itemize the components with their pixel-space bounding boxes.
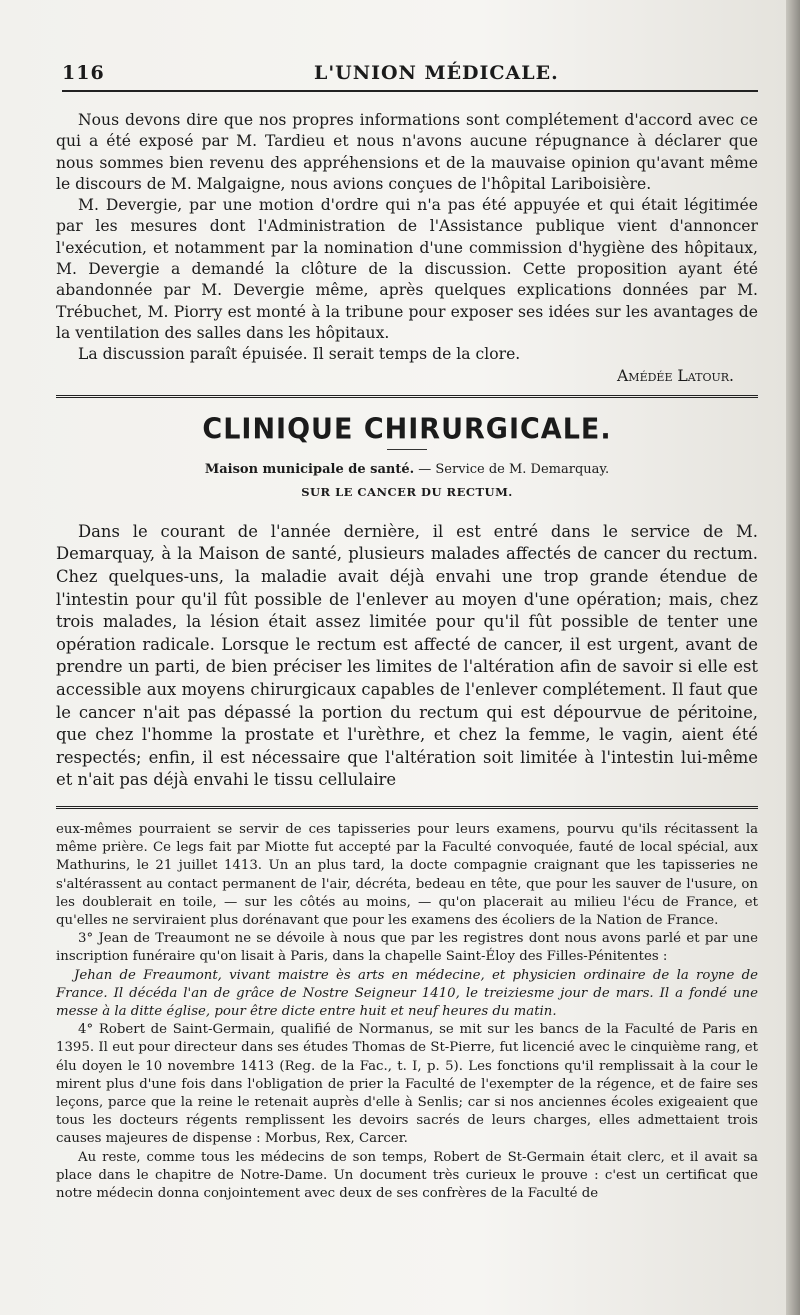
author-signature: Amédée Latour. — [617, 366, 734, 385]
intro-paragraph: Nous devons dire que nos propres informations sont complétement d'accord avec ce qui a été exposé par M. Tardieu et nous n'avons aucune répugnance à déclarer que nous sommes bien revenu des appréhensions et de la mauvaise opinion qu'avant même le discours de M. Malgaigne, nous avions conçues de l'hôpital Lariboisière. — [56, 111, 758, 193]
subtitle-service: — Service de M. Demarquay. — [414, 461, 610, 477]
subtitle-institution: Maison municipale de santé. — [204, 461, 415, 477]
article-subheading: SUR LE CANCER DU RECTUM. — [301, 484, 513, 499]
title-underline — [387, 449, 427, 450]
section-divider — [56, 395, 758, 400]
feuilleton-section — [56, 821, 758, 1203]
page-edge-shadow — [786, 0, 800, 1315]
article-body — [56, 521, 758, 792]
page-number: 116 — [62, 62, 105, 84]
feuilleton-paragraph: eux-mêmes pourraient se servir de ces tapisseries pour leurs examens, pourvu qu'ils récitassent la même prière. Ce legs fait par Miotte fut accepté par la Faculté convoquée, fauté de local spécial, aux Mathurins, le 21 juillet 1413. Un an plus tard, la docte compagnie craignant que les tapisseries ne s'altérassent au contact permanent de l'air, décréta, bedeau en tête, que pour les sauver de l'usure, on les doublerait en toile, — sur les côtés au moins, — qu'on placerait au milieu l'écu de France, et qu'elles ne serviraient plus dorénavant que pour les examens des écoliers de la Nation de France. — [56, 821, 758, 928]
article-paragraph: Dans le courant de l'année dernière, il est entré dans le service de M. Demarquay, à la Maison de santé, plusieurs malades affectés de cancer du rectum. Chez quelques-uns, la maladie avait déjà envahi une trop grande étendue de l'intestin pour qu'il fût possible de l'enlever au moyen d'une opération; mais, chez trois malades, la lésion était assez limitée pour qu'il fût possible de tenter une opération radicale. Lorsque le rectum est affecté de cancer, il est urgent, avant de prendre un parti, de bien préciser les limites de l'altération afin de savoir si elle est accessible aux moyens chirurgicaux capables de l'enlever complétement. Il faut que le cancer n'ait pas dépassé la portion du rectum qui est dépourvue de péritoine, que chez l'homme la prostate et l'urèthre, et chez la femme, le vagin, aient été respectés; enfin, il est nécessaire que l'altération soit limitée à l'intestin lui-même et n'ait pas déjà envahi le tissu cellulaire — [56, 521, 758, 790]
epitaph-quote: Jehan de Freaumont, vivant maistre ès arts en médecine, et physicien ordinaire de la royne de France. Il décéda l'an de grâce de Nostre Seigneur 1410, le treiziesme jour de mars. Il a fondé une messe à la ditte église, pour être dicte entre huit et neuf heures du matin. — [56, 967, 758, 1020]
running-title: L'UNION MÉDICALE. — [314, 62, 559, 84]
feuilleton-paragraph: 4° Robert de Saint-Germain, qualifié de Normanus, se mit sur les bancs de la Faculté de Paris en 1395. Il eut pour directeur dans ses études Thomas de St-Pierre, fut licencié avec le cinquième rang, et élu doyen le 10 novembre 1413 (Reg. de la Fac., t. I, p. 5). Les fonctions qu'il remplissait à la cour le mirent plus d'une fois dans l'obligation de prier la Faculté de l'exempter de la régence, et de faire ses leçons, parce que la reine le retenait auprès d'elle à Senlis; car si nos anciennes écoles exigeaient que tous les docteurs régents remplissent les devoirs sacrés de leurs charges, elles admettaient trois causes majeures de dispense : Morbus, Rex, Carcer. — [56, 1022, 758, 1147]
clinique-section — [56, 414, 758, 792]
section-title: CLINIQUE CHIRURGICALE. — [202, 413, 612, 446]
intro-paragraph: M. Devergie, par une motion d'ordre qui n'a pas été appuyée et qui était légitimée par les mesures dont l'Administration de l'Assistance publique vient d'annoncer l'exécution, et notamment par la nomination d'une commission d'hygiène des hôpitaux, M. Devergie a demandé la clôture de la discussion. Cette proposition ayant été abandonnée par M. Devergie même, après quelques explications données par M. Trébuchet, M. Piorry est monté à la tribune pour exposer ses idées sur les avantages de la ventilation des salles dans les hôpitaux. — [56, 196, 758, 342]
feuilleton-paragraph: 3° Jean de Treaumont ne se dévoile à nous que par les registres dont nous avons parlé et par une inscription funéraire qu'on lisait à Paris, dans la chapelle Saint-Éloy des Filles-Pénitentes : — [56, 931, 758, 965]
section-subtitle — [56, 462, 758, 477]
intro-paragraph: La discussion paraît épuisée. Il serait temps de la clore. — [78, 345, 521, 364]
header-rule — [62, 90, 758, 92]
intro-section — [56, 92, 758, 387]
page-header — [56, 0, 758, 92]
feuilleton-divider — [56, 806, 758, 811]
feuilleton-paragraph: Au reste, comme tous les médecins de son temps, Robert de St-Germain était clerc, et il avait sa place dans le chapitre de Notre-Dame. Un document très curieux le prouve : c'est un certificat que notre médecin donna conjointement avec deux de ses confrères de la Faculté de — [56, 1149, 758, 1202]
